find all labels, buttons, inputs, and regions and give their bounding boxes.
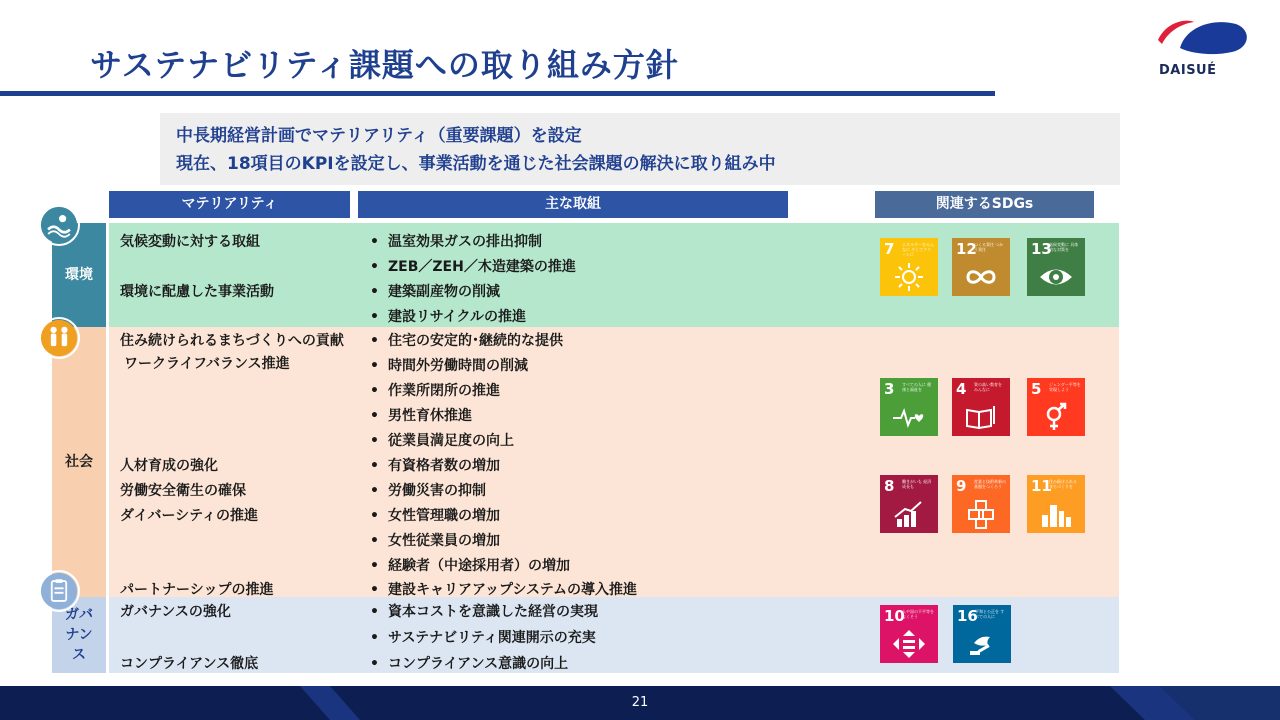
intro-line-1: 中長期経営計画でマテリアリティ（重要課題）を設定 (176, 126, 582, 146)
materiality-item: 環境に配慮した事業活動 (120, 284, 274, 300)
category-governance-label: ガバナンス (65, 607, 93, 663)
action-item: • 作業所閉所の推進 (370, 380, 500, 400)
page-number: 21 (631, 695, 649, 710)
sdg-number: 10 (884, 607, 905, 625)
materiality-item: 人材育成の強化 (120, 458, 218, 474)
action-item: • ZEB／ZEH／木造建築の推進 (370, 256, 576, 276)
action-item: • 従業員満足度の向上 (370, 430, 514, 450)
sdg-goal-text: つくる責任 つかう責任 (974, 242, 1004, 252)
footer-bar (0, 686, 1280, 720)
sdg-10-icon (880, 605, 938, 663)
action-item: • 有資格者数の増加 (370, 455, 500, 475)
sdg-4-icon (952, 378, 1010, 436)
infinity-icon (963, 262, 999, 292)
intro-line-2: 現在、18項目のKPIを設定し、事業活動を通じた社会課題の解決に取り組み中 (176, 154, 776, 174)
cubes-icon (963, 499, 999, 529)
materiality-item: パートナーシップの推進 (120, 582, 274, 598)
sdg-12-icon (952, 238, 1010, 296)
sdg-7-icon (880, 238, 938, 296)
sdg-number: 5 (1031, 380, 1042, 398)
sdg-8-icon (880, 475, 938, 533)
materiality-item: 住み続けられるまちづくりへの貢献 (120, 333, 344, 349)
materiality-item: コンプライアンス徹底 (120, 656, 259, 672)
action-item: • 労働災害の抑制 (370, 480, 486, 500)
sdg-goal-text: ジェンダー平等を 実現しよう (1049, 382, 1081, 392)
sdg-goal-text: すべての人に 健康と福祉を (902, 382, 932, 392)
title-underline (0, 91, 995, 96)
action-item: • サステナビリティ関連開示の充実 (370, 627, 596, 647)
eye-earth-icon (1038, 262, 1074, 292)
sdg-13-icon (1027, 238, 1085, 296)
growth-chart-icon (891, 499, 927, 529)
category-environment: 環境 (52, 223, 106, 327)
sdg-goal-text: 産業と技術革新の 基盤をつくろう (974, 479, 1006, 489)
sdg-goal-text: 気候変動に 具体的な対策を (1049, 242, 1079, 252)
sdg-11-icon (1027, 475, 1085, 533)
sdg-number: 11 (1031, 477, 1052, 495)
page-title: サステナビリティ課題への取り組み方針 (90, 46, 679, 84)
action-item: • 男性育休推進 (370, 405, 472, 425)
action-item: • 建設キャリアアップシステムの導入推進 (370, 579, 637, 599)
heartbeat-icon (891, 402, 927, 432)
sdg-goal-text: 住み続けられる まちづくりを (1049, 479, 1077, 489)
clipboard-icon (38, 570, 80, 612)
materiality-item: ダイバーシティの推進 (120, 508, 259, 524)
action-item: • 住宅の安定的･継続的な提供 (370, 330, 563, 350)
action-item: • コンプライアンス意識の向上 (370, 653, 568, 673)
city-icon (1038, 499, 1074, 529)
category-society: 社会 (52, 327, 106, 597)
sdg-number: 4 (956, 380, 967, 398)
header-materiality: マテリアリティ (109, 191, 350, 218)
sdg-number: 7 (884, 240, 895, 258)
action-item: • 時間外労働時間の削減 (370, 355, 528, 375)
action-item: • 建設リサイクルの推進 (370, 306, 526, 326)
book-pencil-icon (963, 402, 999, 432)
sdg-number: 9 (956, 477, 967, 495)
materiality-item: 労働安全衛生の確保 (120, 483, 246, 499)
action-item: • 女性従業員の増加 (370, 530, 500, 550)
gender-equality-icon (1038, 402, 1074, 432)
action-item: • 女性管理職の増加 (370, 505, 500, 525)
materiality-item: ワークライフバランス推進 (124, 356, 290, 372)
sdg-goal-text: 働きがいも 経済成長も (902, 479, 932, 489)
sdg-16-icon (953, 605, 1011, 663)
sdg-goal-text: 平和と公正を すべての人に (975, 609, 1005, 619)
logo-wordmark: DAISUÉ (1159, 63, 1217, 78)
action-item: • 資本コストを意識した経営の実現 (370, 601, 598, 621)
sdg-goal-text: エネルギーをみんなに そしてクリーンに (902, 242, 934, 257)
dove-gavel-icon (964, 629, 1000, 659)
action-item: • 建築副産物の削減 (370, 281, 500, 301)
action-item: • 経験者（中途採用者）の増加 (370, 555, 570, 575)
sdg-number: 8 (884, 477, 895, 495)
sdg-number: 3 (884, 380, 895, 398)
sdg-3-icon (880, 378, 938, 436)
environment-icon (38, 204, 80, 246)
sdg-number: 12 (956, 240, 977, 258)
people-icon (38, 317, 80, 359)
sdg-number: 13 (1031, 240, 1052, 258)
sun-icon (891, 262, 927, 292)
materiality-item: 気候変動に対する取組 (120, 234, 260, 250)
intro-box (160, 113, 1120, 185)
header-related-sdgs: 関連するSDGs (875, 191, 1094, 218)
sdg-5-icon (1027, 378, 1085, 436)
reduced-inequalities-icon (891, 629, 927, 659)
sdg-goal-text: 質の高い教育を みんなに (974, 382, 1002, 392)
header-main-actions: 主な取組 (358, 191, 788, 218)
sdg-9-icon (952, 475, 1010, 533)
materiality-item: ガバナンスの強化 (120, 604, 231, 620)
action-item: • 温室効果ガスの排出抑制 (370, 231, 542, 251)
sdg-number: 16 (957, 607, 978, 625)
sdg-goal-text: 人や国の不平等を なくそう (902, 609, 934, 619)
